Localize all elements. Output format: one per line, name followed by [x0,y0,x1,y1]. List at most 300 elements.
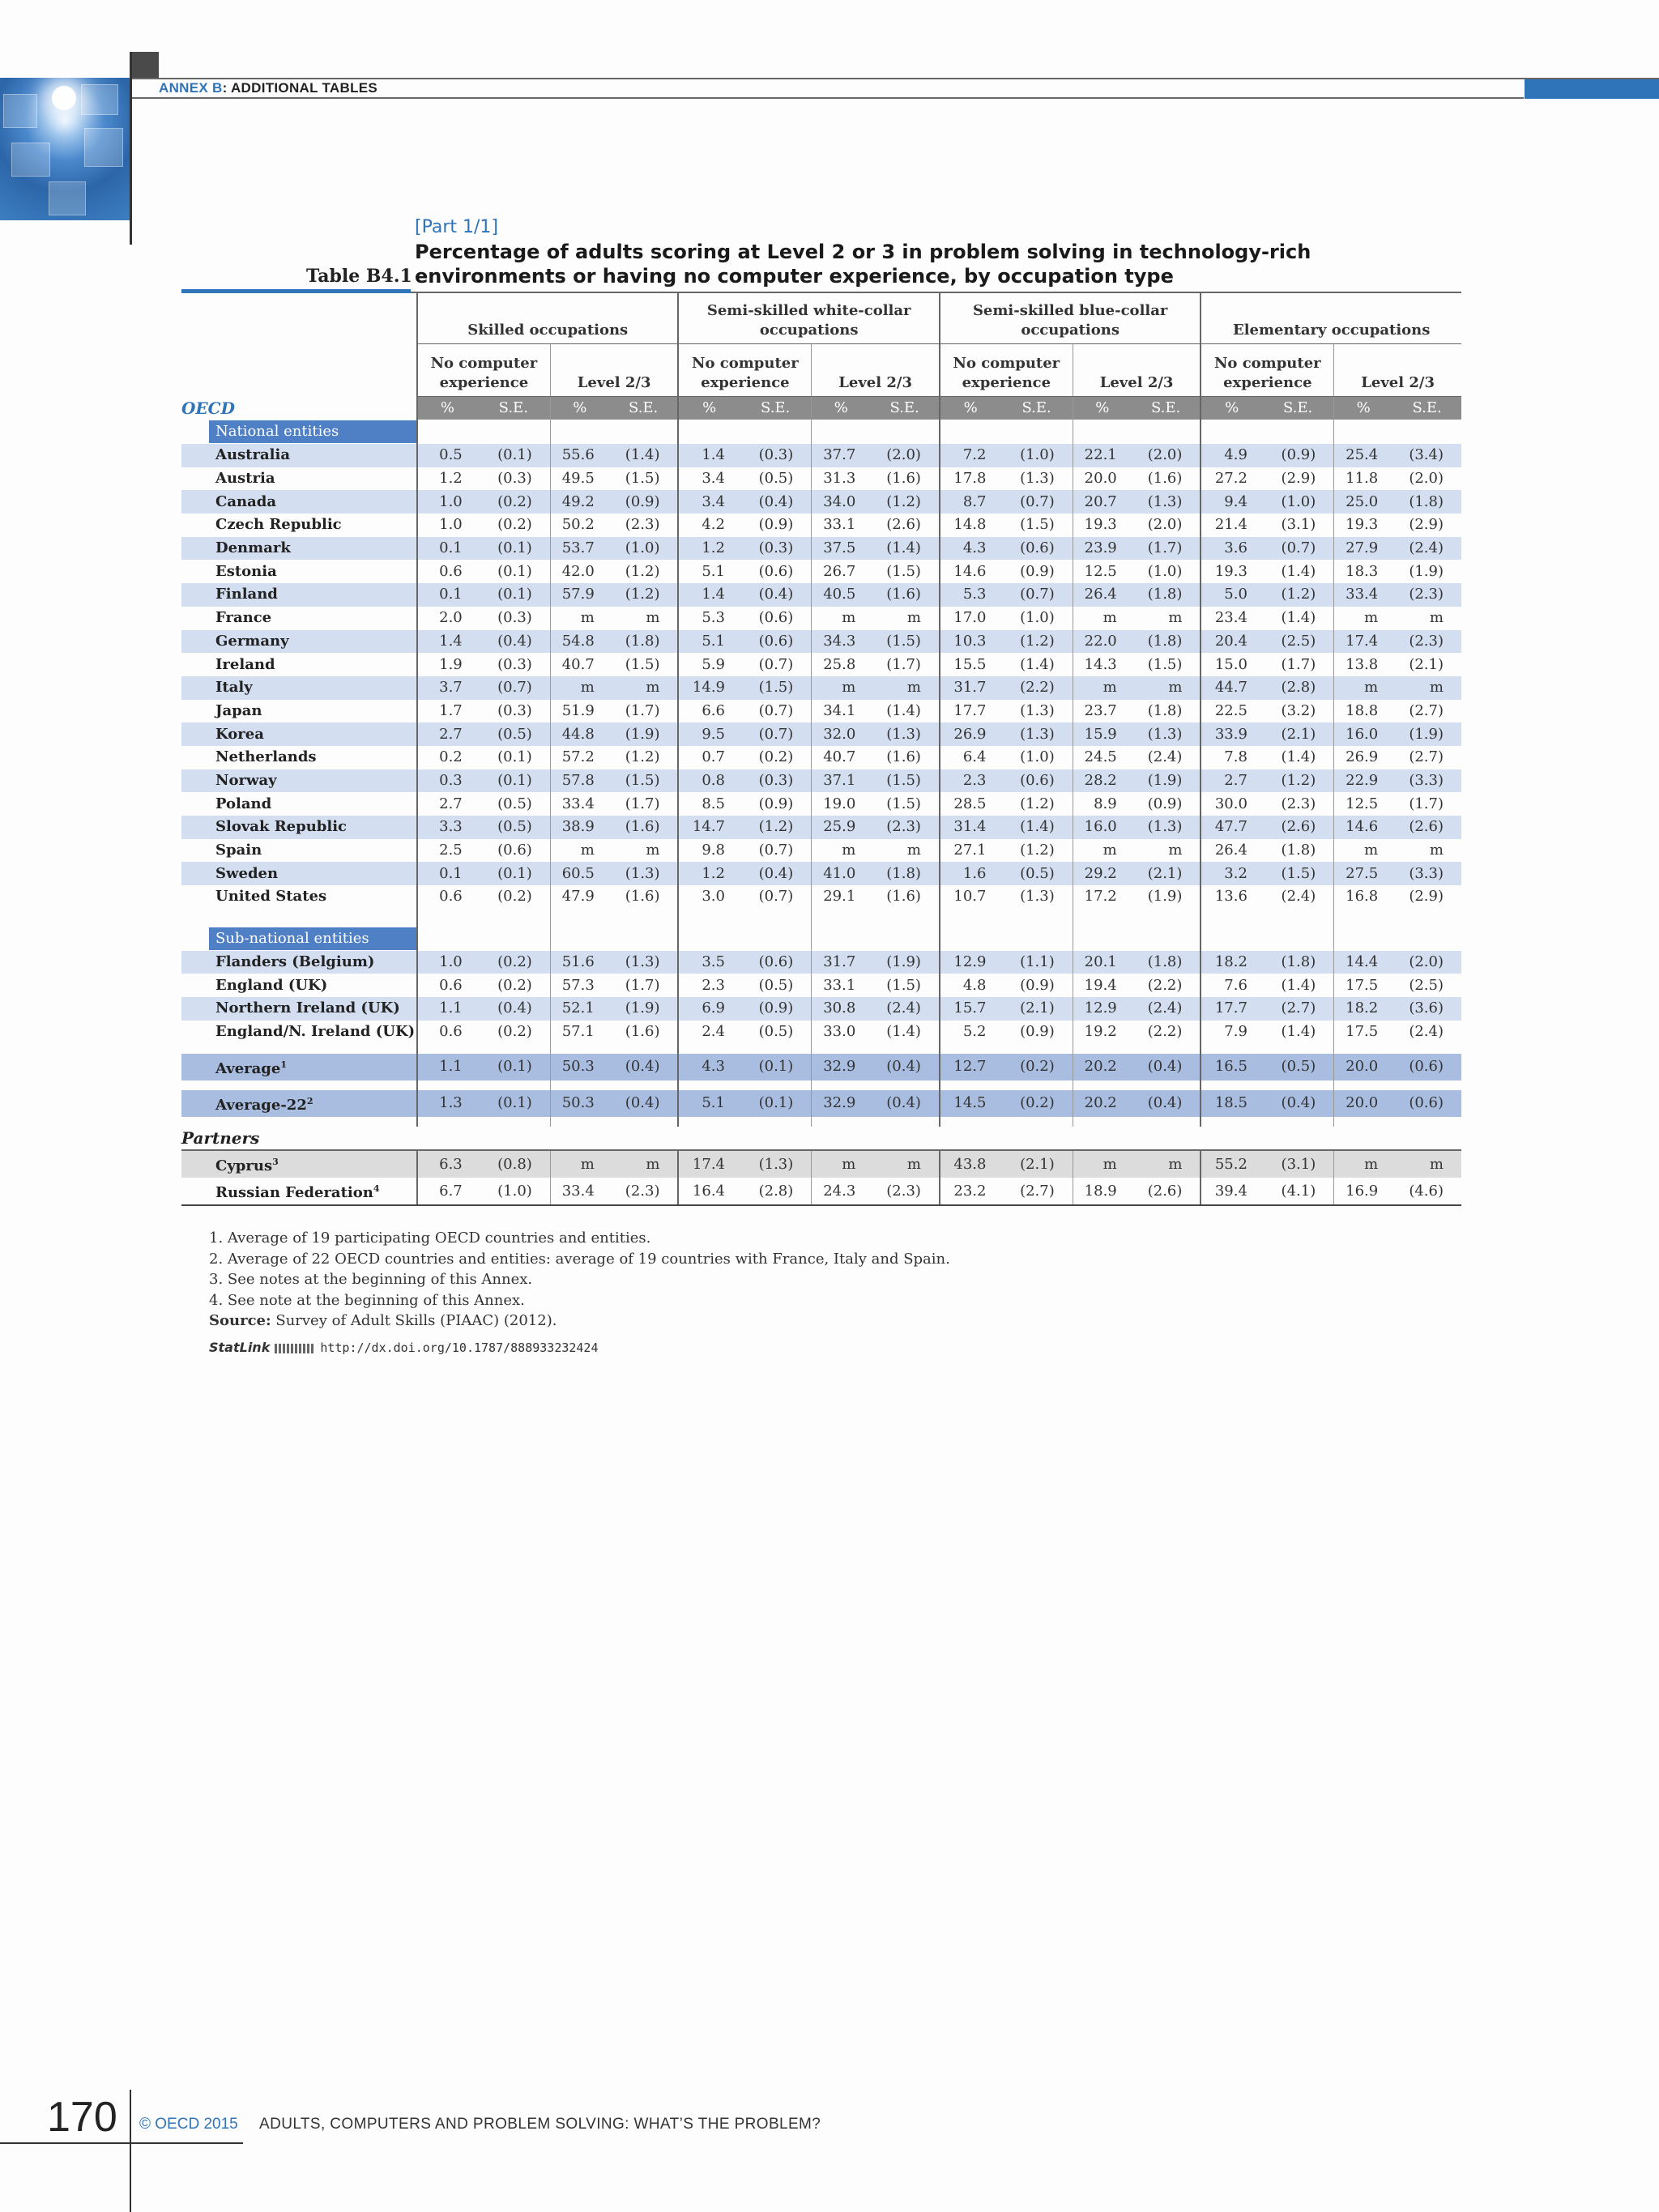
percent-value: 50.2 [550,514,609,537]
table-row [181,792,1461,816]
percent-value: 4.8 [940,974,1001,997]
percent-value: 41.0 [812,862,871,885]
percent-value: 33.1 [812,974,871,997]
percent-value: 23.7 [1073,700,1132,723]
row-label [181,537,417,560]
spacer-cell [1000,1117,1073,1127]
spacer-cell [550,1117,609,1127]
percent-value: 2.3 [940,769,1001,793]
percent-value: 18.8 [1334,700,1393,723]
row-label [181,490,417,514]
percent-value: 50.3 [550,1054,609,1080]
se-value: (0.8) [477,1150,551,1178]
percent-value: 57.8 [550,769,609,793]
se-value: (0.6) [758,609,794,627]
se-value: (2.0) [870,444,940,467]
percent-value: 13.8 [1334,653,1393,676]
running-header: ANNEX B: ADDITIONAL TABLES [159,80,378,96]
section-subnational [181,927,1461,951]
percent-value: m [812,839,871,863]
percent-value: 1.2 [678,537,740,560]
se-value: (0.4) [740,862,812,885]
row-label [181,676,417,700]
se-value: (0.7) [1000,583,1073,607]
percent-value: 47.7 [1201,816,1262,839]
spacer-cell [740,1044,812,1054]
percent-value: 2.0 [417,607,477,630]
percent-value: 10.3 [940,630,1001,654]
se-value: (1.0) [1020,609,1055,627]
percent-value: 49.2 [550,490,609,514]
percent-value: 18.2 [1334,997,1393,1021]
se-value: (2.3) [625,516,660,534]
percent-value: 19.4 [1073,974,1132,997]
table-row [181,839,1461,863]
percent-value: m [812,676,871,700]
percent-value: 22.0 [1073,630,1132,654]
statlink-logo-icon [275,1344,315,1353]
percent-value: 14.5 [940,1090,1001,1117]
se-value: (0.5) [477,722,551,746]
se-value: (1.2) [625,748,660,766]
se-value: (3.6) [1392,997,1461,1021]
se-value: (0.5) [758,1023,794,1041]
spacer-cell [1132,1117,1201,1127]
se-value: (0.1) [477,862,551,885]
percent-value: 1.2 [678,862,740,885]
footnote-marker: 2 [306,1095,313,1106]
table-row [181,444,1461,467]
se-value: (2.4) [870,997,940,1021]
country-name: Netherlands [215,748,317,766]
se-value: (0.4) [870,1054,940,1080]
percent-value: 17.7 [940,700,1001,723]
header-blue-tab [1525,79,1659,99]
se-value: (2.3) [1392,583,1461,607]
table-number: Table B4.1 [306,266,412,287]
row-label [181,583,417,607]
se-value: (0.1) [477,769,551,793]
percent-value: 0.1 [417,862,477,885]
spacer-cell [1392,927,1461,951]
percent-value: 8.5 [678,792,740,816]
percent-value: 34.3 [812,630,871,654]
se-value: (1.6) [625,1023,660,1041]
statlink[interactable] [209,1340,599,1356]
spacer-cell [609,909,679,927]
spacer-cell [550,420,609,444]
section-label-cell [181,927,417,951]
percent-value: m [1334,839,1393,863]
se-value: (0.2) [477,951,551,974]
percent-value: 28.2 [1073,769,1132,793]
spacer-row [181,1117,1461,1127]
se-value: (0.7) [758,842,794,859]
se-value: (0.4) [870,1090,940,1117]
spacer-cell [1073,1117,1132,1127]
sub-column-header: Level 2/3 [812,344,940,397]
se-value: (1.0) [477,1178,551,1205]
percent-value: 17.5 [1334,1021,1393,1044]
se-value: (2.2) [1147,976,1183,994]
spacer-cell [417,1127,477,1151]
percent-value: 54.8 [550,630,609,654]
row-label [181,746,417,769]
percent-value: m [1334,607,1393,630]
se-value: (1.2) [1020,795,1055,812]
se-value: m [609,1150,679,1178]
row-label [181,1150,417,1178]
spacer-cell [740,927,812,951]
se-value: (0.7) [758,655,794,673]
percent-value: 25.0 [1334,490,1393,514]
table-row [181,676,1461,700]
se-value: (1.7) [625,795,660,812]
table-row [181,537,1461,560]
se-value: (1.1) [1000,951,1073,974]
se-value: m [1392,676,1461,700]
part-label: [Part 1/1] [415,217,499,237]
se-value: (1.3) [1132,722,1201,746]
se-value: (0.5) [497,795,532,812]
percent-value: m [1334,676,1393,700]
table-row [181,560,1461,583]
percent-value: 34.1 [812,700,871,723]
percent-value: 28.5 [940,792,1001,816]
row-label [181,444,417,467]
percent-value: 42.0 [550,560,609,583]
se-value: m [609,676,679,700]
row-label [181,560,417,583]
se-value: m [1132,676,1201,700]
se-value: (1.9) [1409,562,1444,580]
spacer-cell [1073,909,1132,927]
stat-column-header: S.E. [1392,397,1461,420]
se-value: (0.6) [758,562,794,580]
percent-value: 5.1 [678,630,740,654]
percent-value: 30.8 [812,997,871,1021]
se-value: (2.0) [1409,470,1444,488]
se-value: (3.3) [1392,769,1461,793]
se-value: (0.1) [477,444,551,467]
country-name: Average-22 [215,1096,307,1114]
se-value: (0.5) [477,816,551,839]
table-row [181,974,1461,997]
spacer-cell [417,1044,477,1054]
se-value: (1.7) [625,976,660,994]
stat-column-header: % [1201,397,1262,420]
row-label [181,951,417,974]
percent-value: 18.5 [1201,1090,1262,1117]
se-value: (2.3) [870,816,940,839]
percent-value: 20.0 [1334,1054,1393,1080]
se-value: (1.0) [1262,490,1334,514]
spacer-cell [1000,1044,1073,1054]
table-row [181,1054,1461,1080]
footnote-marker: 3 [272,1157,279,1168]
se-value: (0.6) [1392,1054,1461,1080]
spacer-cell [477,420,551,444]
se-value: (2.6) [886,516,921,534]
country-name: Australia [215,446,290,464]
country-name: Poland [215,795,272,812]
percent-value: m [1073,607,1132,630]
percent-value: 3.5 [678,951,740,974]
spacer-cell [1262,1044,1334,1054]
se-value: (0.5) [758,470,794,488]
se-value: (1.6) [886,470,921,488]
percent-value: 1.4 [417,630,477,654]
percent-value: 17.4 [1334,630,1393,654]
note-3: 3. See notes at the beginning of this Annex. [209,1271,533,1288]
percent-value: 44.8 [550,722,609,746]
percent-value: 33.4 [550,1178,609,1205]
se-value: (2.2) [1000,676,1073,700]
se-value: (1.2) [625,562,660,580]
se-value: (1.7) [886,655,921,673]
stat-column-header: % [1334,397,1393,420]
table-row [181,951,1461,974]
sub-column-header: No computer experience [417,344,550,397]
se-value: (3.4) [1392,444,1461,467]
se-value: (0.4) [1132,1090,1201,1117]
spacer-cell [550,1080,609,1090]
se-value: (0.4) [740,490,812,514]
percent-value: 31.7 [812,951,871,974]
percent-value: 40.7 [812,746,871,769]
se-value: (1.0) [1147,562,1183,580]
percent-value: 30.0 [1201,792,1262,816]
percent-value: 27.5 [1334,862,1393,885]
se-value: (2.5) [1262,630,1334,654]
se-value: (1.4) [870,537,940,560]
percent-value: 15.0 [1201,653,1262,676]
se-value: (0.6) [1000,537,1073,560]
footer-vertical-rule [130,2090,131,2212]
table-row [181,816,1461,839]
se-value: (1.3) [1132,490,1201,514]
percent-value: 12.5 [1334,792,1393,816]
percent-value: 15.5 [940,653,1001,676]
spacer-cell [1392,1127,1461,1151]
percent-value: 14.6 [1334,816,1393,839]
percent-value: 1.4 [678,583,740,607]
se-value: (1.6) [625,888,660,906]
se-value: (1.4) [1281,976,1316,994]
header-row-subcols [181,344,1461,397]
se-value: (1.9) [609,722,679,746]
percent-value: 16.9 [1334,1178,1393,1205]
se-value: (0.6) [497,842,532,859]
se-value: (1.2) [1262,769,1334,793]
se-value: (2.1) [1262,722,1334,746]
country-name: Germany [215,632,289,650]
se-value: (3.1) [1281,516,1316,534]
se-value: (1.9) [870,951,940,974]
se-value: m [1168,842,1183,859]
percent-value: 1.0 [417,514,477,537]
se-value: (1.3) [609,862,679,885]
percent-value: 9.4 [1201,490,1262,514]
se-value: (0.1) [497,748,532,766]
se-value: (2.7) [1000,1178,1073,1205]
table-row [181,630,1461,654]
percent-value: 1.4 [678,444,740,467]
percent-value: 22.1 [1073,444,1132,467]
header-photo [0,78,130,220]
percent-value: 16.8 [1334,885,1393,909]
country-name: Italy [215,679,253,697]
spacer-cell [1392,909,1461,927]
percent-value: 12.9 [1073,997,1132,1021]
se-value: (2.3) [1392,630,1461,654]
spacer-cell [477,1127,551,1151]
spacer-cell [1392,1117,1461,1127]
se-value: (1.2) [870,490,940,514]
percent-value: 57.1 [550,1021,609,1044]
spacer-cell [1000,1080,1073,1090]
column-group-header: Skilled occupations [417,293,678,344]
column-group-header: Elementary occupations [1201,293,1461,344]
sub-column-header: Level 2/3 [1334,344,1461,397]
photo-tile [49,181,86,215]
spacer-cell [1392,1044,1461,1054]
stat-column-header: % [940,397,1001,420]
se-value: (1.8) [1281,842,1316,859]
percent-value: 29.1 [812,885,871,909]
percent-value: 27.9 [1334,537,1393,560]
percent-value: 17.8 [940,467,1001,491]
percent-value: 1.7 [417,700,477,723]
percent-value: 32.9 [812,1090,871,1117]
row-label [181,839,417,863]
spacer-cell [1262,1117,1334,1127]
note-1: 1. Average of 19 participating OECD countries and entities. [209,1230,651,1247]
table-row [181,583,1461,607]
se-value: (2.6) [1132,1178,1201,1205]
se-value: (0.2) [477,490,551,514]
table-row [181,722,1461,746]
percent-value: 23.4 [1201,607,1262,630]
se-value: (0.5) [1000,862,1073,885]
se-value: (1.9) [1392,722,1461,746]
spacer-cell [1073,420,1132,444]
statlink-url[interactable]: http://dx.doi.org/10.1787/888933232424 [320,1340,599,1355]
percent-value: 5.9 [678,653,740,676]
note-2: 2. Average of 22 OECD countries and entities: average of 19 countries with France, Italy and Spain. [209,1250,950,1268]
percent-value: 15.9 [1073,722,1132,746]
se-value: (4.1) [1262,1178,1334,1205]
spacer-cell [550,1044,609,1054]
percent-value: 55.2 [1201,1150,1262,1178]
se-value: (0.6) [1392,1090,1461,1117]
spacer-cell [940,1080,1001,1090]
se-value: (1.3) [870,722,940,746]
percent-value: 26.4 [1201,839,1262,863]
spacer-cell [1201,1044,1262,1054]
se-value: (0.9) [740,997,812,1021]
se-value: (0.4) [740,583,812,607]
se-value: (2.9) [1281,470,1316,488]
percent-value: 43.8 [940,1150,1001,1178]
row-label [181,607,417,630]
percent-value: 15.7 [940,997,1001,1021]
spacer-cell [1132,1127,1201,1151]
se-value: (0.6) [740,630,812,654]
percent-value: 26.9 [940,722,1001,746]
se-value: m [1392,1150,1461,1178]
percent-value: 26.9 [1334,746,1393,769]
percent-value: 20.2 [1073,1054,1132,1080]
table-row [181,514,1461,537]
percent-value: 1.1 [417,997,477,1021]
se-value: (1.8) [1392,490,1461,514]
se-value: (0.7) [1000,490,1073,514]
spacer-cell [678,927,740,951]
se-value: (2.8) [1262,676,1334,700]
se-value: (2.0) [1147,516,1183,534]
percent-value: 0.6 [417,560,477,583]
spacer-cell [740,1080,812,1090]
se-value: (1.0) [609,537,679,560]
se-value: (2.7) [1409,748,1444,766]
spacer-cell [609,1127,679,1151]
percent-value: 5.1 [678,560,740,583]
se-value: (2.6) [1392,816,1461,839]
se-value: (2.8) [740,1178,812,1205]
spacer-cell [1201,1117,1262,1127]
percent-value: 14.9 [678,676,740,700]
percent-value: 9.5 [678,722,740,746]
se-value: (1.6) [1147,470,1183,488]
percent-value: 2.7 [417,722,477,746]
percent-value: 6.4 [940,746,1001,769]
se-value: (0.1) [740,1054,812,1080]
percent-value: 1.1 [417,1054,477,1080]
se-value: (1.4) [609,444,679,467]
percent-value: 29.2 [1073,862,1132,885]
header-corner [181,293,417,344]
percent-value: 16.5 [1201,1054,1262,1080]
percent-value: 40.7 [550,653,609,676]
se-value: (1.0) [1000,444,1073,467]
percent-value: 5.1 [678,1090,740,1117]
se-value: (1.6) [870,583,940,607]
row-label [181,1054,417,1080]
table-row [181,607,1461,630]
header-row-stats [181,397,1461,420]
se-value: (2.4) [1147,748,1183,766]
spacer-cell [609,1080,679,1090]
percent-value: 0.8 [678,769,740,793]
spacer-cell [477,1044,551,1054]
percent-value: 44.7 [1201,676,1262,700]
spacer-cell [1392,1080,1461,1090]
country-name: Russian Federation [215,1184,373,1202]
se-value: (1.7) [1132,537,1201,560]
se-value: m [1132,1150,1201,1178]
spacer-cell [940,1127,1001,1151]
section-partners [181,1127,1461,1151]
country-name: Slovak Republic [215,818,348,836]
column-group-header: Semi-skilled white-collar occupations [678,293,939,344]
percent-value: 6.7 [417,1178,477,1205]
footer-book-title: ADULTS, COMPUTERS AND PROBLEM SOLVING: WHAT’S THE PROBLEM? [259,2116,821,2133]
percent-value: 14.4 [1334,951,1393,974]
se-value: (0.9) [1020,1023,1055,1041]
spacer-cell [1262,1080,1334,1090]
photo-tile [84,128,123,167]
